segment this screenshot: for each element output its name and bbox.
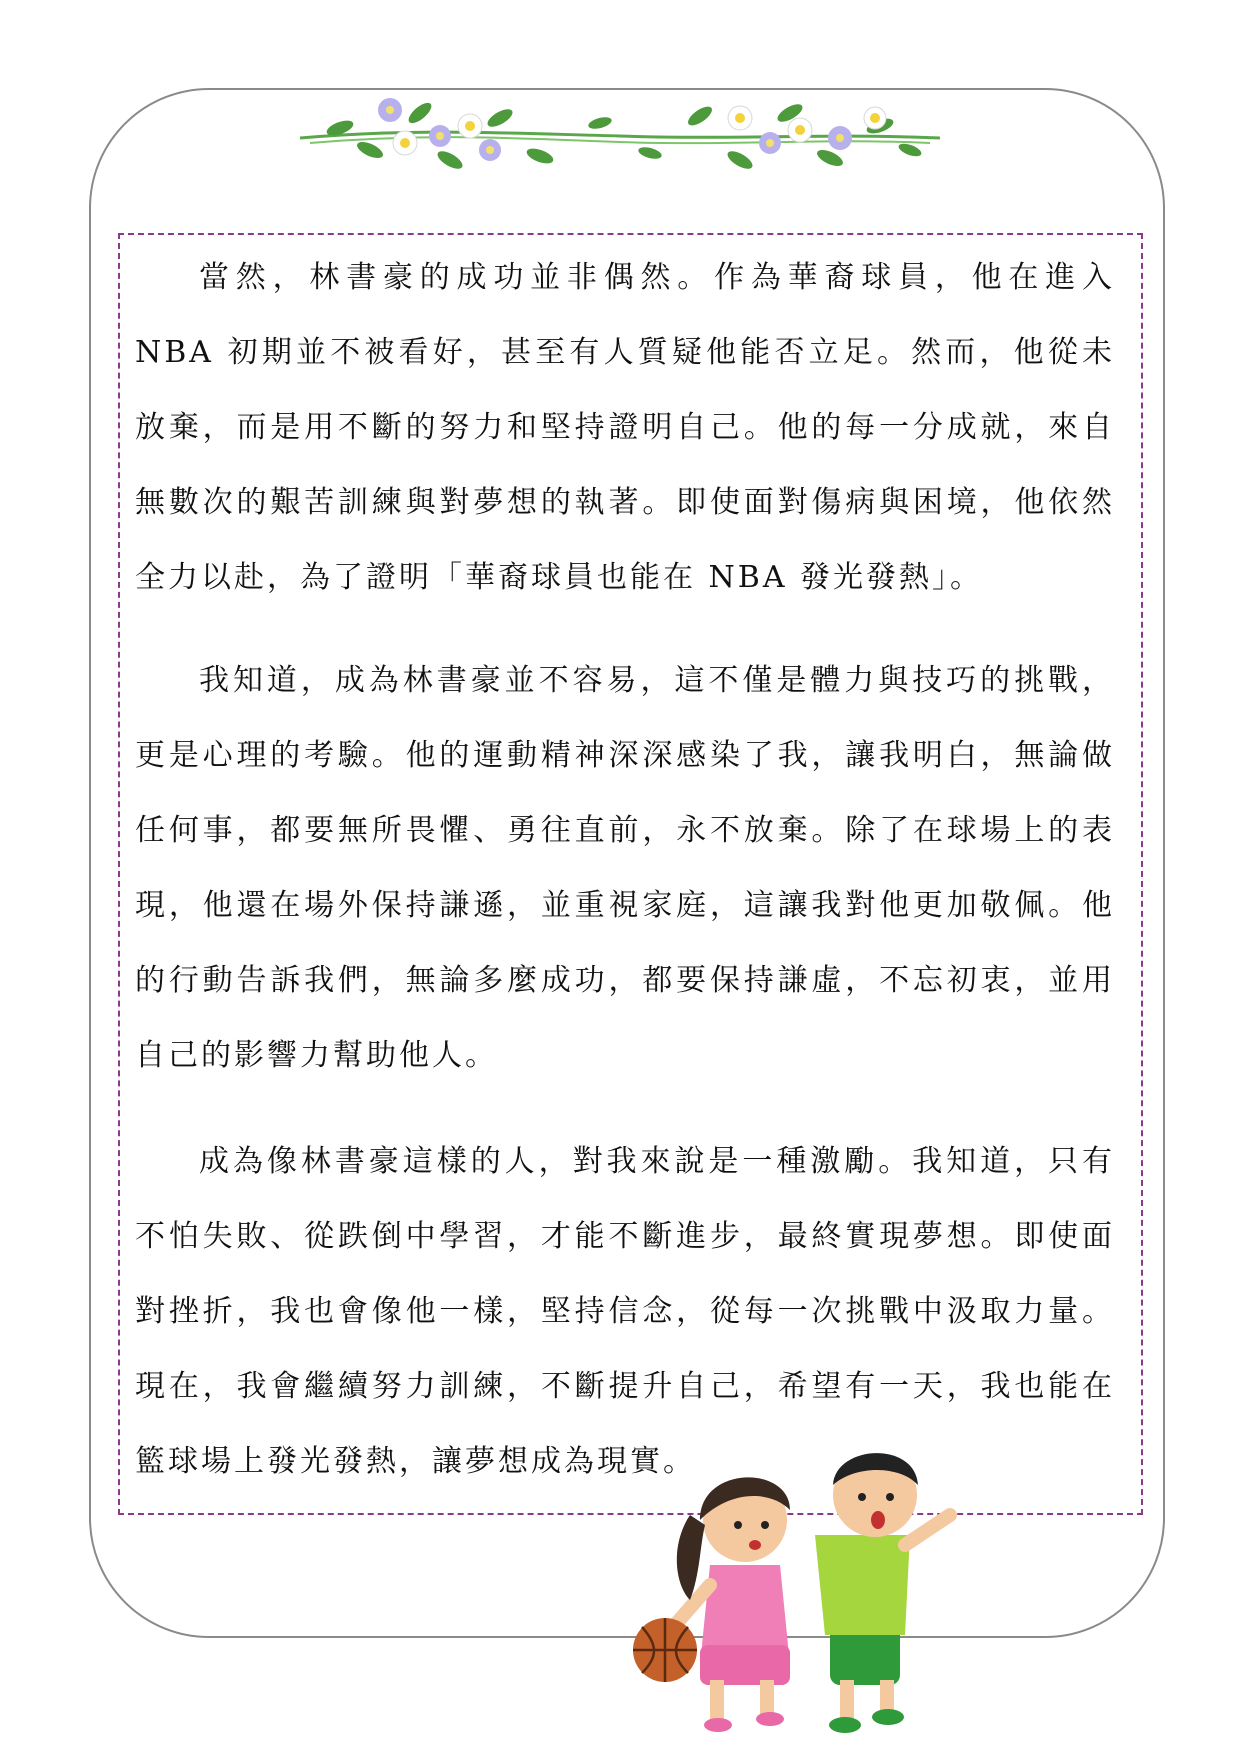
paragraph-2: 我知道，成為林書豪並不容易，這不僅是體力與技巧的挑戰，更是心理的考驗。他的運動精神深深感染了我，讓我明白，無論做任何事，都要無所畏懼、勇往直前，永不放棄。除了在球場上的表現，他還在場外保持謙遜，並重視家庭，這讓我對他更加敬佩。他的行動告訴我們，無論多麼成功，都要保持謙虛，不忘初衷，並用自己的影響力幫助他人。 [135,663,1115,1073]
paragraph-3: 成為像林書豪這樣的人，對我來說是一種激勵。我知道，只有不怕失敗、從跌倒中學習，才能不斷進步，最終實現夢想。即使面對挫折，我也會像他一樣，堅持信念，從每一次挑戰中汲取力量。現在，我會繼續努力訓練，不斷提升自己，希望有一天，我也能在籃球場上發光發熱，讓夢想成為現實。 [135,1144,1115,1479]
paragraph-1: 當然，林書豪的成功並非偶然。作為華裔球員，他在進入 NBA 初期並不被看好，甚至有人質疑他能否立足。然而，他從未放棄，而是用不斷的努力和堅持證明自己。他的每一分成就，來自無數次的艱苦訓練與對夢想的執著。即使面對傷病與困境，他依然全力以赴，為了證明「華裔球員也能在 NBA 發光發熱」。 [135,260,1115,595]
basketball-kids-icon [630,1425,1010,1735]
flower-garland-icon [300,88,940,188]
